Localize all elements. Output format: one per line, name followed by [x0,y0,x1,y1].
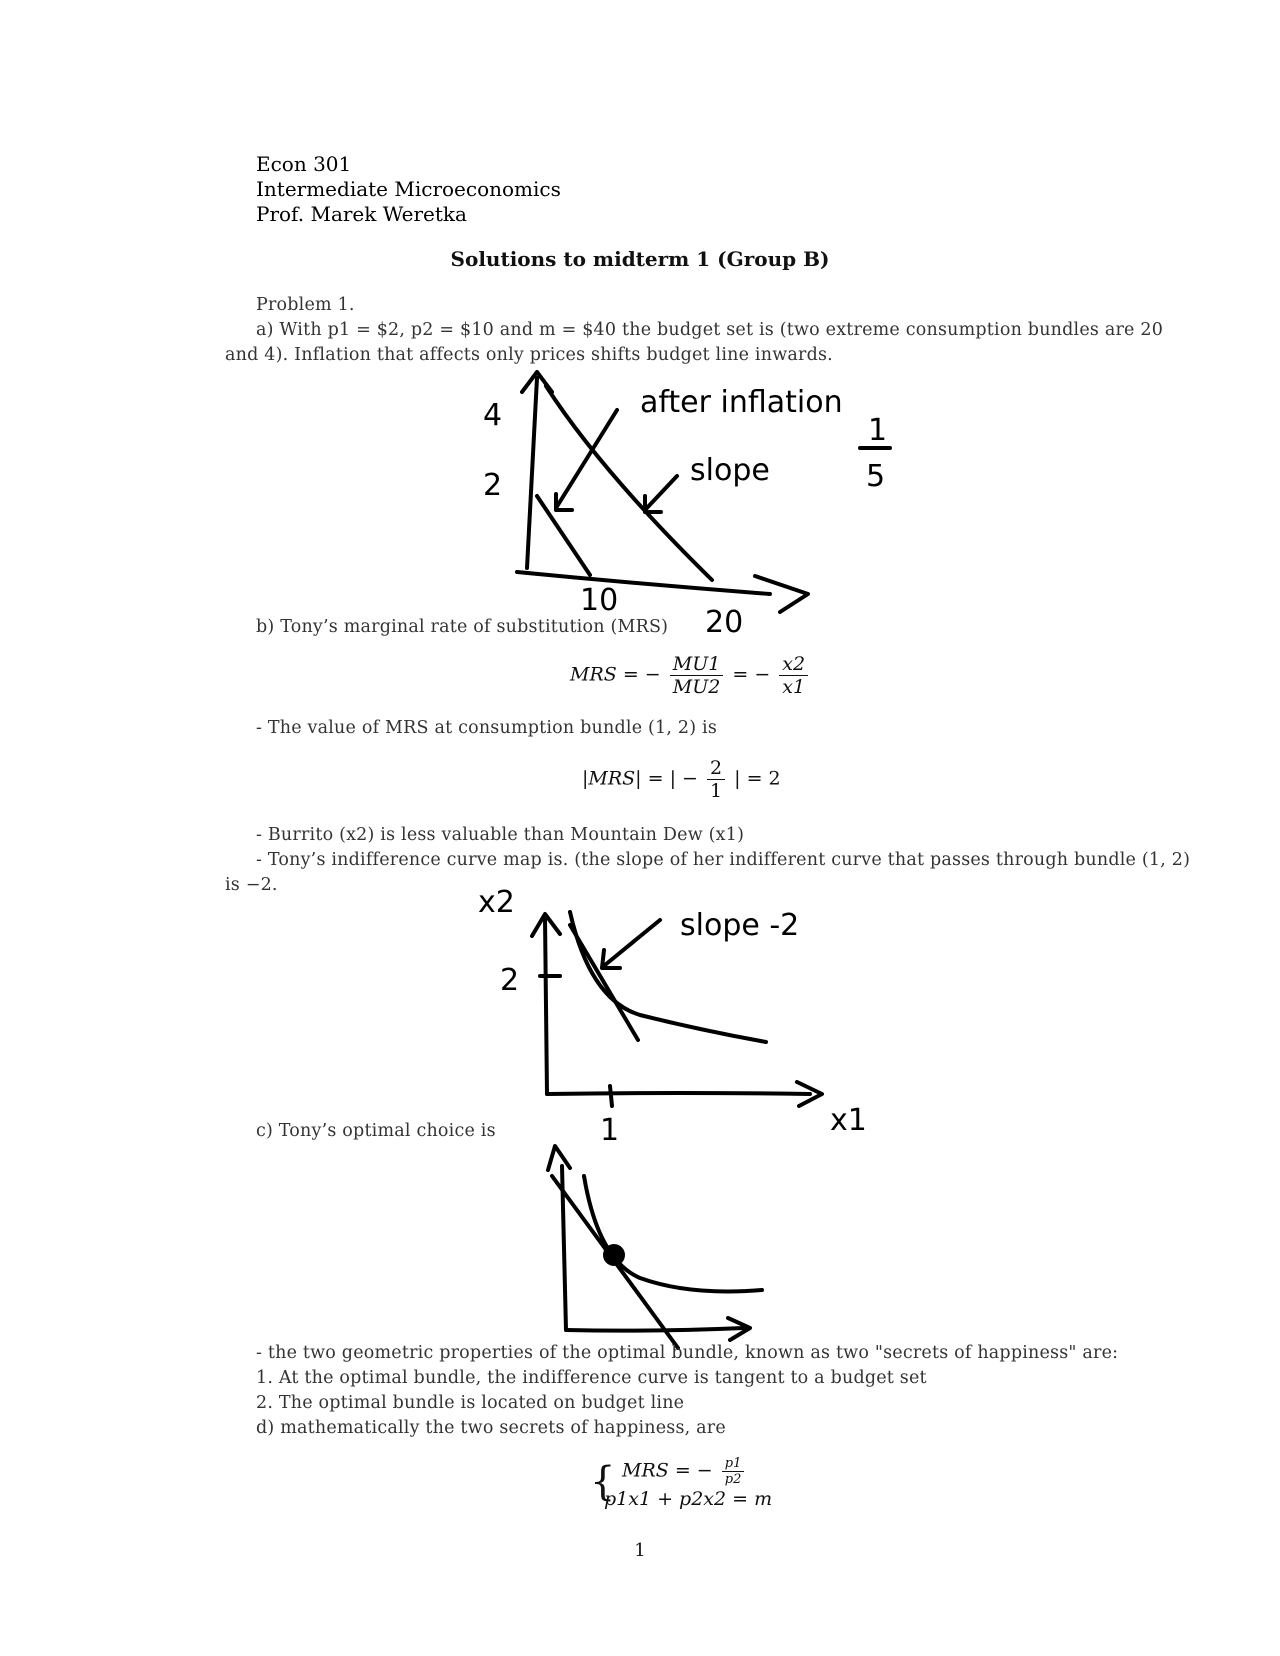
part-b-intro: b) Tony’s marginal rate of substitution (MRS) [256,617,669,637]
mu-denominator: MU2 [672,676,721,698]
problem-label: Problem 1. [256,295,355,315]
x-denominator: x1 [782,676,806,698]
professor-name: Prof. Marek Weretka [256,202,467,226]
graph2-y-axis-label: x2 [478,885,515,920]
equation-2: p1x1 + p2x2 = m [604,1488,773,1510]
abs-numerator: 2 [707,757,725,780]
graph1-y-label-2: 2 [483,468,503,503]
graph2-slope-note: slope -2 [680,908,800,943]
secrets-intro: - the two geometric properties of the optimal bundle, known as two "secrets of happiness" are: [256,1343,1119,1363]
part-c-intro: c) Tony’s optimal choice is [256,1121,496,1141]
part-a-line-2: and 4). Inflation that affects only prices shifts budget line inwards. [225,345,833,365]
eq1-lhs: MRS = − [622,1459,713,1482]
price-ratio [722,1456,745,1487]
secret-1: 1. At the optimal bundle, the indifference curve is tangent to a budget set [256,1368,927,1388]
mrs-mid: = − [732,663,771,686]
graph2-x-tick-1: 1 [600,1113,620,1148]
graph1-y-label-4: 4 [483,398,503,433]
secret-2: 2. The optimal bundle is located on budget line [256,1393,685,1413]
slope-fraction-numerator: 1 [868,413,888,448]
page-title: Solutions to midterm 1 (Group B) [450,247,830,271]
graph1-x-label-10: 10 [580,583,619,618]
abs-lhs: |MRS| = | − [582,767,698,790]
abs-denominator: 1 [710,780,723,802]
x-numerator: x2 [779,653,808,676]
mrs-value-line: - The value of MRS at consumption bundle (1, 2) is [256,718,718,738]
mu-numerator: MU1 [670,653,724,676]
course-code: Econ 301 [256,152,352,176]
mrs-lhs: MRS = − [570,663,661,686]
page-number: 1 [634,1540,646,1561]
after-inflation-note: after inflation [640,385,843,420]
part-d-intro: d) mathematically the two secrets of happiness, are [256,1418,726,1438]
burrito-line: - Burrito (x2) is less valuable than Mountain Dew (x1) [256,825,745,845]
part-a-line-1: a) With p1 = $2, p2 = $10 and m = $40 the budget set is (two extreme consumption bundles are 20 [256,320,1164,340]
graph2-x-axis-label: x1 [830,1103,867,1138]
system-brace: { [590,1459,616,1505]
graph1-x-label-20: 20 [705,605,744,640]
optimal-bundle-point [603,1244,625,1266]
indifference-map-line-1: - Tony’s indifference curve map is. (the slope of her indifferent curve that passes through bundle (1, 2) [256,850,1191,870]
price-denominator: p2 [724,1472,742,1487]
course-name: Intermediate Microeconomics [256,177,561,201]
price-numerator: p1 [722,1456,745,1472]
slope-note: slope [690,453,770,488]
abs-rhs: | = 2 [734,767,781,790]
graph2-y-tick-2: 2 [500,963,520,998]
indifference-map-line-2: is −2. [225,875,278,895]
slope-fraction-denominator: 5 [866,459,886,494]
equation-1 [622,1456,747,1487]
